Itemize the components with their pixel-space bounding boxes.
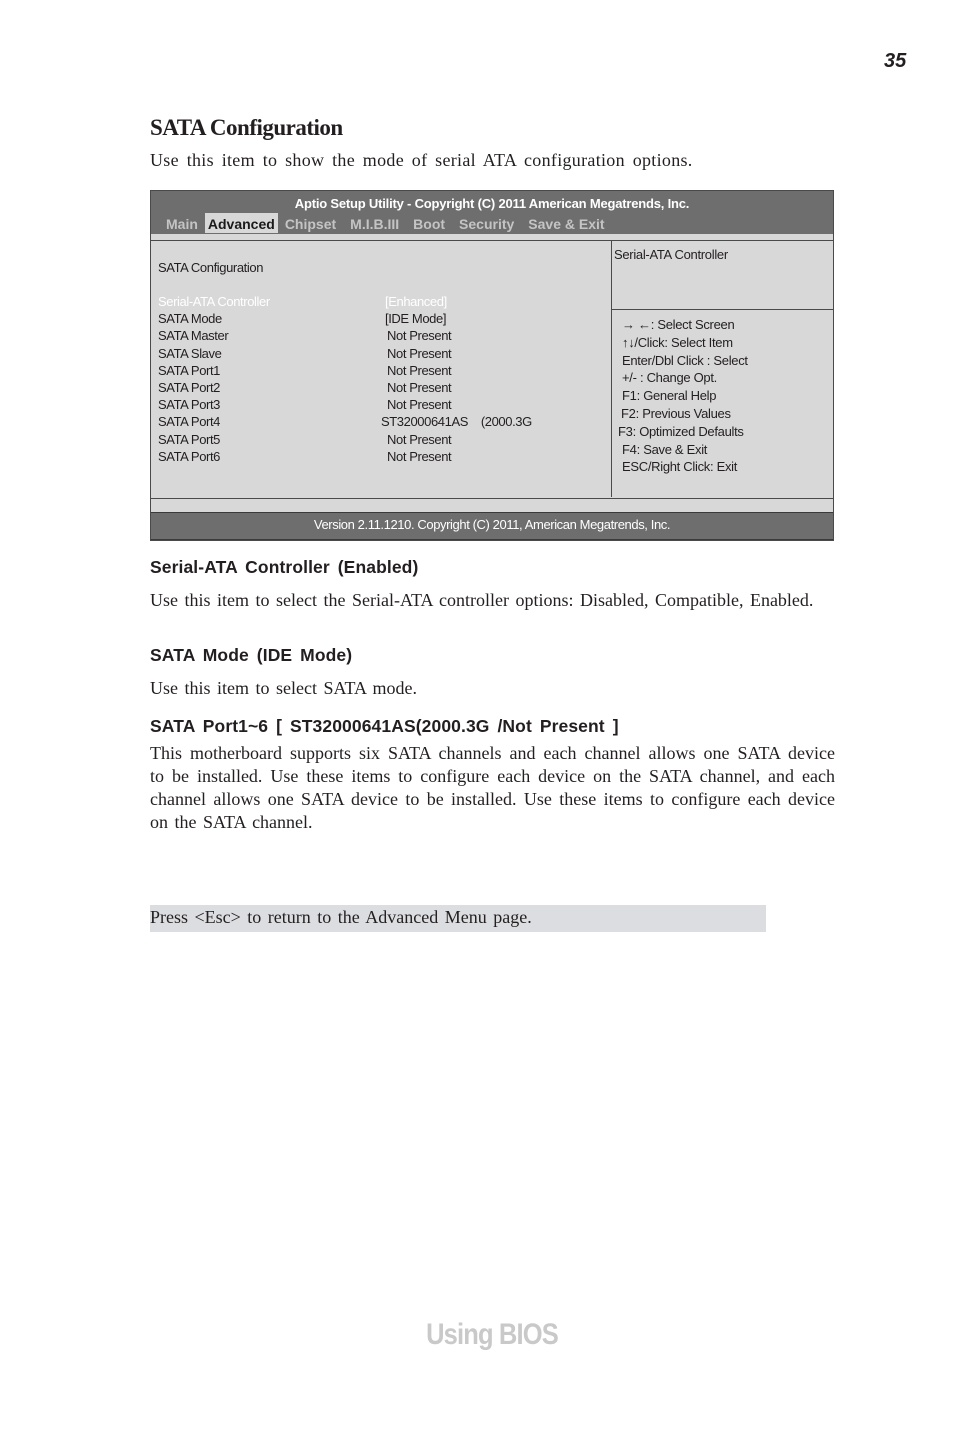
section-intro: Use this item to show the mode of serial ATA configuration options. (150, 150, 693, 170)
tab-save-exit[interactable]: Save & Exit (528, 216, 605, 232)
esc-note: Press <Esc> to return to the Advanced Menu page. (150, 905, 766, 932)
item-heading-controller: Serial-ATA Controller (Enabled) (150, 557, 419, 577)
setting-value: Not Present (387, 448, 452, 464)
item-text-sata-mode: Use this item to select SATA mode. (150, 678, 418, 698)
bios-settings-list (158, 293, 608, 465)
section-title: SATA Configuration (150, 115, 343, 140)
setting-sata-port1 (158, 362, 608, 379)
tab-boot[interactable]: Boot (413, 216, 446, 232)
help-key-f3: F3: Optimized Defaults (618, 423, 744, 439)
help-key-select-item: ↑↓/Click: Select Item (622, 334, 733, 350)
tab-chipset[interactable]: Chipset (284, 216, 337, 232)
tab-security[interactable]: Security (459, 216, 515, 232)
setting-label: SATA Port5 (158, 431, 220, 447)
setting-value: ST32000641AS (2000.3G (381, 414, 532, 430)
bios-help-pane (612, 241, 833, 497)
help-key-f1: F1: General Help (622, 388, 717, 404)
setting-serial-ata-controller[interactable] (158, 293, 608, 310)
help-key-change-opt: +/- : Change Opt. (622, 370, 717, 386)
setting-value: [Enhanced] (385, 294, 447, 309)
tab-main[interactable]: Main (166, 216, 198, 232)
setting-label: SATA Port3 (158, 397, 220, 413)
setting-label: SATA Port2 (158, 379, 220, 395)
setting-value: Not Present (387, 379, 452, 395)
setting-sata-mode[interactable] (158, 310, 608, 327)
setting-label: SATA Mode (158, 311, 222, 327)
bios-title-bar (151, 191, 833, 234)
tab-mib[interactable]: M.I.B.III (350, 216, 400, 232)
setting-sata-slave (158, 345, 608, 362)
help-keys-list (612, 310, 833, 476)
bios-bottom-divider (151, 498, 833, 513)
bios-title: Aptio Setup Utility - Copyright (C) 2011 American Megatrends, Inc. (294, 196, 690, 211)
bios-screenshot (150, 190, 834, 541)
help-key-esc: ESC/Right Click: Exit (622, 459, 738, 475)
footer-title: Using BIOS (426, 1318, 558, 1351)
setting-sata-port2 (158, 379, 608, 396)
setting-label: SATA Port6 (158, 448, 220, 464)
setting-sata-port6 (158, 448, 608, 465)
bios-config-title: SATA Configuration (158, 260, 264, 275)
bios-footer: Version 2.11.1210. Copyright (C) 2011, American Megatrends, Inc. (151, 512, 833, 540)
help-key-f2: F2: Previous Values (621, 405, 731, 421)
setting-value: Not Present (387, 345, 452, 361)
item-heading-sata-ports: SATA Port1~6 [ ST32000641AS(2000.3G /Not Present ] (150, 716, 619, 736)
setting-value: Not Present (387, 362, 452, 378)
bios-tab-bar (159, 213, 612, 233)
bios-settings-pane (151, 241, 612, 497)
setting-label: Serial-ATA Controller (158, 294, 270, 309)
help-description: Serial-ATA Controller (612, 241, 833, 310)
setting-value: Not Present (387, 328, 452, 344)
page-number: 35 (884, 50, 907, 72)
setting-value: Not Present (387, 397, 452, 413)
setting-sata-port5 (158, 431, 608, 448)
setting-value: Not Present (387, 431, 452, 447)
setting-label: SATA Port4 (158, 414, 220, 430)
setting-value: [IDE Mode] (385, 311, 447, 327)
setting-sata-master (158, 327, 608, 344)
setting-label: SATA Master (158, 328, 229, 344)
setting-sata-port4 (158, 413, 608, 430)
item-heading-sata-mode: SATA Mode (IDE Mode) (150, 645, 353, 665)
item-text-controller: Use this item to select the Serial-ATA controller options: Disabled, Compatible, Enabled. (150, 590, 814, 610)
setting-label: SATA Port1 (158, 362, 220, 378)
help-key-f4: F4: Save & Exit (622, 441, 708, 457)
setting-sata-port3 (158, 396, 608, 413)
help-key-enter: Enter/Dbl Click : Select (622, 352, 748, 368)
setting-label: SATA Slave (158, 345, 222, 361)
help-key-select-screen: → ←: Select Screen (622, 317, 735, 332)
tab-advanced[interactable]: Advanced (205, 213, 278, 233)
item-text-sata-ports: This motherboard supports six SATA channels and each channel allows one SATA device to be installed. Use these items to configure each device on the SATA channel, and each channel allows one SATA device to be installed. Use these items to configure each device on the SATA channel. (150, 743, 835, 832)
